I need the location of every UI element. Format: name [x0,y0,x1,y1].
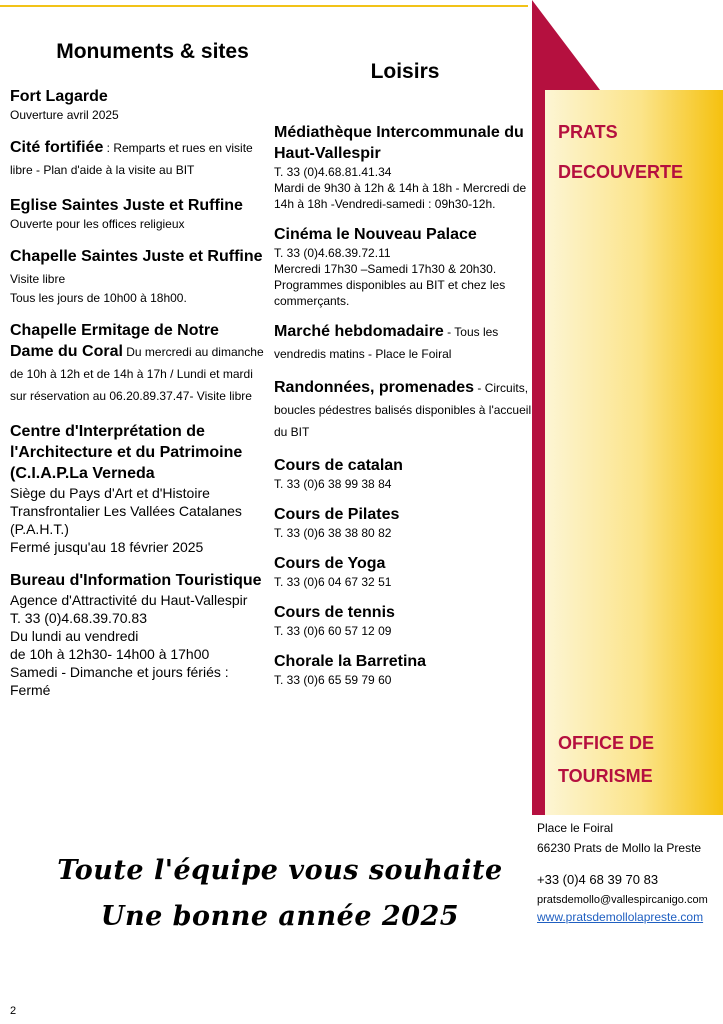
sidebar-bottom-line2: TOURISME [558,766,653,786]
monuments-item-detail: Ouverture avril 2025 [10,108,119,122]
monuments-item-detail: Tous les jours de 10h00 à 18h00. [10,291,187,305]
monuments-item-title-text: Fort Lagarde [10,88,108,105]
loisirs-item-detail: T. 33 (0)4.68.81.41.34 [274,165,392,179]
loisirs-item-inline-text: - Circuits, boucles pédestres balisés disponibles à l'accueil du BIT [274,381,532,439]
monuments-item-title [10,195,265,216]
sidebar-top-line2: DECOUVERTE [558,162,684,182]
new-year-wish [45,848,515,940]
monuments-column [10,40,265,699]
monuments-item [10,137,265,181]
monuments-item [10,421,265,556]
loisirs-item-title-text: Marché hebdomadaire [274,323,444,340]
loisirs-item-detail: Mardi de 9h30 à 12h & 14h à 18h - Mercredi de 14h à 18h -Vendredi-samedi : 09h30-12h. [274,181,527,211]
monuments-item-inline-text: Du mercredi au dimanche de 10h à 12h et de 14h à 17h / Lundi et mardi sur réservation au 06.20.89.37.47- Visite libre [10,345,264,403]
loisirs-item-title-text: Cinéma le Nouveau Palace [274,226,477,243]
monuments-item-title [10,320,265,407]
monuments-item-detail: de 10h à 12h30- 14h00 à 17h00 [10,646,210,662]
monuments-item-title [10,421,265,484]
contact-website-link[interactable]: www.pratsdemollolapreste.com [537,910,704,924]
monuments-item-title [10,137,265,181]
monuments-item-detail: Fermé jusqu'au 18 février 2025 [10,539,204,555]
loisirs-item-detail: T. 33 (0)6 60 57 12 09 [274,624,392,638]
loisirs-item [274,122,536,212]
monuments-item-inline-text: : Remparts et rues en visite libre - Plan d'aide à la visite au BIT [10,141,253,177]
monuments-item-title-text: Cité fortifiée [10,139,104,156]
monuments-item-title [10,570,265,591]
monuments-item-detail: Samedi - Dimanche et jours fériés : Fermé [10,664,229,698]
wish-line2: Une bonne année 2025 [100,901,460,932]
sidebar-top-line1: PRATS [558,122,618,142]
monuments-item-detail: Du lundi au vendredi [10,628,139,644]
monuments-item-detail: Ouverte pour les offices religieux [10,217,185,231]
monuments-item-title-text: Chapelle Saintes Juste et Ruffine [10,248,263,265]
loisirs-heading: Loisirs [370,60,440,83]
loisirs-item-detail: Mercredi 17h30 –Samedi 17h30 & 20h30. Programmes disponibles au BIT et chez les commerçants. [274,262,506,308]
loisirs-item-title-text: Médiathèque Intercommunale du Haut-Vallespir [274,124,524,162]
page-number: 2 [10,1005,17,1017]
monuments-item-title-text: Centre d'Interprétation de l'Architecture et du Patrimoine (C.I.A.P.La Verneda [10,423,243,482]
loisirs-item-title [274,377,536,443]
loisirs-item-title [274,321,536,365]
loisirs-item-detail: T. 33 (0)6 04 67 32 51 [274,575,392,589]
monuments-item [10,246,265,306]
monuments-item-title [10,246,265,290]
loisirs-item [274,455,536,492]
monuments-item [10,320,265,407]
loisirs-item-title [274,122,536,164]
monuments-item [10,570,265,699]
monuments-item [10,86,265,123]
loisirs-item-title-text: Cours de catalan [274,457,403,474]
loisirs-item-title [274,602,536,623]
loisirs-item-title-text: Cours de tennis [274,604,395,621]
monuments-item-inline-text: Visite libre [10,272,66,286]
loisirs-item-detail: T. 33 (0)4.68.39.72.11 [274,246,391,260]
loisirs-item [274,321,536,365]
loisirs-item-title [274,553,536,574]
loisirs-item [274,651,536,688]
monuments-item-detail: Agence d'Attractivité du Haut-Vallespir [10,592,248,608]
loisirs-item-title [274,224,536,245]
monuments-item-detail: Siège du Pays d'Art et d'Histoire Transfrontalier Les Vallées Catalanes (P.A.H.T.) [10,485,242,537]
address-line2: 66230 Prats de Mollo la Preste [537,841,702,855]
monuments-item [10,195,265,232]
monuments-item-title-text: Eglise Saintes Juste et Ruffine [10,197,243,214]
loisirs-item [274,377,536,443]
loisirs-item-title [274,504,536,525]
sidebar-bottom-line1: OFFICE DE [558,733,655,753]
loisirs-list [274,122,536,688]
loisirs-item-inline-text: - Tous les vendredis matins - Place le Foiral [274,325,499,361]
loisirs-item [274,553,536,590]
loisirs-item [274,602,536,639]
monuments-item-detail: T. 33 (0)4.68.39.70.83 [10,610,147,626]
contact-phone: +33 (0)4 68 39 70 83 [537,872,659,887]
loisirs-item-title-text: Randonnées, promenades [274,379,475,396]
loisirs-item [274,504,536,541]
loisirs-item-detail: T. 33 (0)6 38 38 80 82 [274,526,392,540]
loisirs-item-title-text: Cours de Pilates [274,506,400,523]
monuments-item-title [10,86,265,107]
loisirs-item-detail: T. 33 (0)6 65 59 79 60 [274,673,392,687]
contact-address [537,820,701,856]
monuments-item-title-text: Chapelle Ermitage de Notre Dame du Coral [10,322,219,360]
wish-line1: Toute l'équipe vous souhaite [57,855,503,886]
loisirs-item [274,224,536,309]
loisirs-column [274,60,536,688]
loisirs-item-title [274,651,536,672]
monuments-heading: Monuments & sites [56,40,249,63]
address-line1: Place le Foiral [537,821,614,835]
sidebar-bottom-label [558,731,654,788]
loisirs-item-title-text: Chorale la Barretina [274,653,427,670]
loisirs-item-title-text: Cours de Yoga [274,555,386,572]
monuments-item-title-text: Bureau d'Information Touristique [10,572,262,589]
loisirs-item-detail: T. 33 (0)6 38 99 38 84 [274,477,392,491]
loisirs-item-title [274,455,536,476]
monuments-list [10,86,265,699]
contact-email[interactable]: pratsdemollo@vallespircanigo.com [537,894,708,906]
sidebar-top-label [558,120,683,184]
